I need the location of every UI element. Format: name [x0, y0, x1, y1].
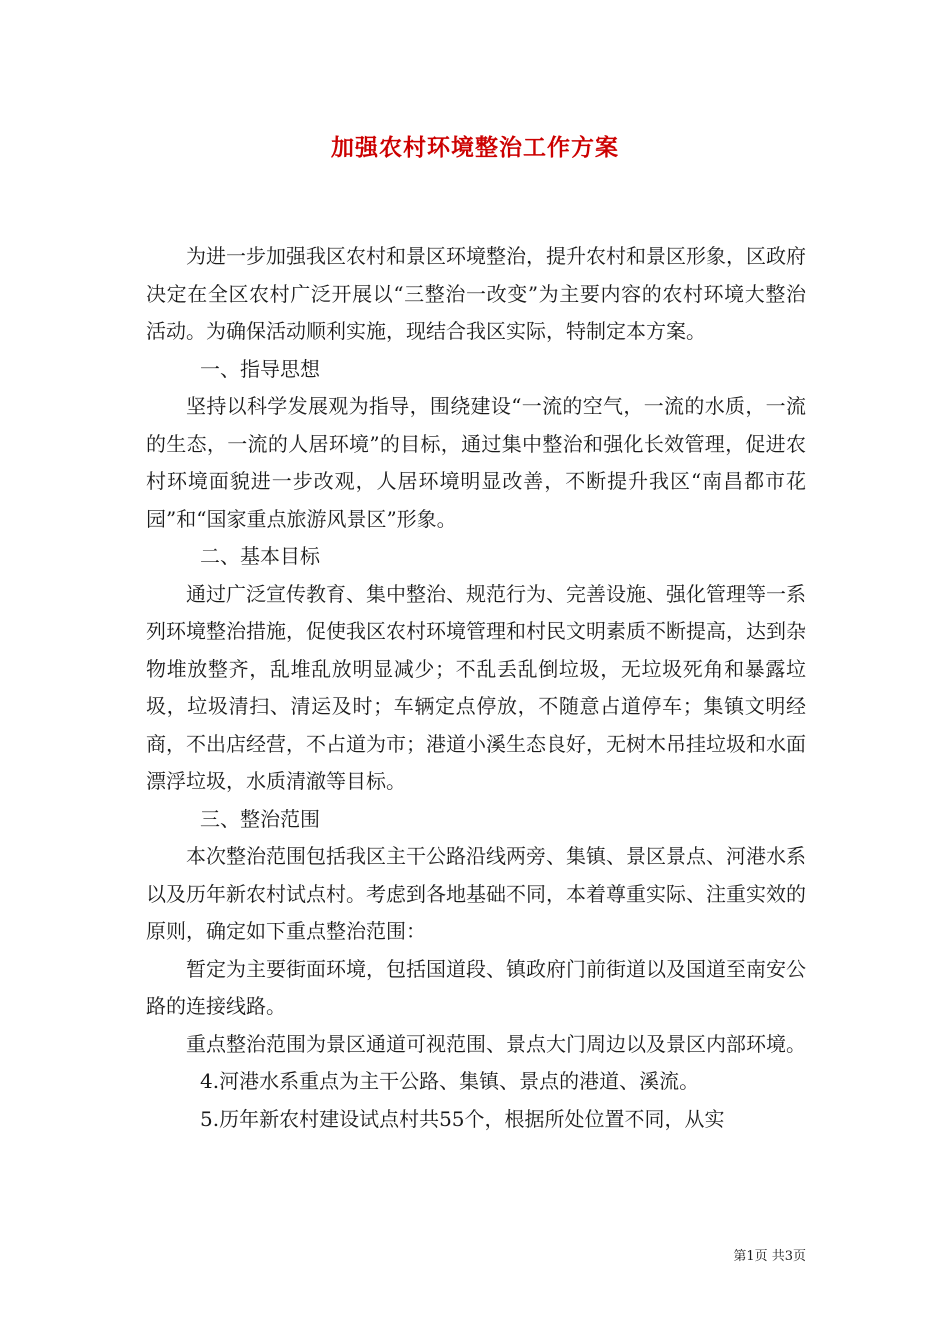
scope-item-5: 5.历年新农村建设试点村共55个，根据所处位置不同，从实 — [200, 1106, 725, 1131]
scope-item-4: 4.河港水系重点为主干公路、集镇、景点的港道、溪流。 — [200, 1069, 700, 1093]
guiding-ideology-paragraph: 坚持以科学发展观为指导，围绕建设“一流的空气，一流的水质，一流的生态，一流的人居环境”的目标，通过集中整治和强化长效管理，促进农村环境面貌进一步改观，人居环境明显改善，不断提升我区“南昌都市花园”和“国家重点旅游风景区”形象。 — [146, 394, 806, 531]
section-heading-scope: 三、整治范围 — [200, 806, 320, 831]
scope-streets-paragraph: 暂定为主要街面环境，包括国道段、镇政府门前街道以及国道至南安公路的连接线路。 — [146, 956, 806, 1018]
page-number-footer: 第1页 共3页 — [733, 1249, 806, 1264]
document-title: 加强农村环境整治工作方案 — [331, 134, 619, 161]
scope-paragraph: 本次整治范围包括我区主干公路沿线两旁、集镇、景区景点、河港水系以及历年新农村试点村。考虑到各地基础不同，本着尊重实际、注重实效的原则，确定如下重点整治范围： — [146, 844, 806, 943]
basic-goals-paragraph: 通过广泛宣传教育、集中整治、规范行为、完善设施、强化管理等一系列环境整治措施，促使我区农村环境管理和村民文明素质不断提高，达到杂物堆放整齐，乱堆乱放明显减少；不乱丢乱倒垃圾，无垃圾死角和暴露垃圾，垃圾清扫、清运及时；车辆定点停放，不随意占道停车；集镇文明经商，不出店经营，不占道为市；港道小溪生态良好，无树木吊挂垃圾和水面漂浮垃圾，水质清澈等目标。 — [146, 581, 806, 793]
scope-scenic-paragraph: 重点整治范围为景区通道可视范围、景点大门周边以及景区内部环境。 — [186, 1031, 806, 1056]
intro-paragraph: 为进一步加强我区农村和景区环境整治，提升农村和景区形象，区政府决定在全区农村广泛开展以“三整治一改变”为主要内容的农村环境大整治活动。为确保活动顺利实施，现结合我区实际，特制定本方案。 — [146, 244, 806, 343]
document-body — [146, 238, 806, 1138]
section-heading-guiding-ideology: 一、指导思想 — [200, 356, 320, 381]
section-heading-basic-goals: 二、基本目标 — [200, 544, 320, 568]
